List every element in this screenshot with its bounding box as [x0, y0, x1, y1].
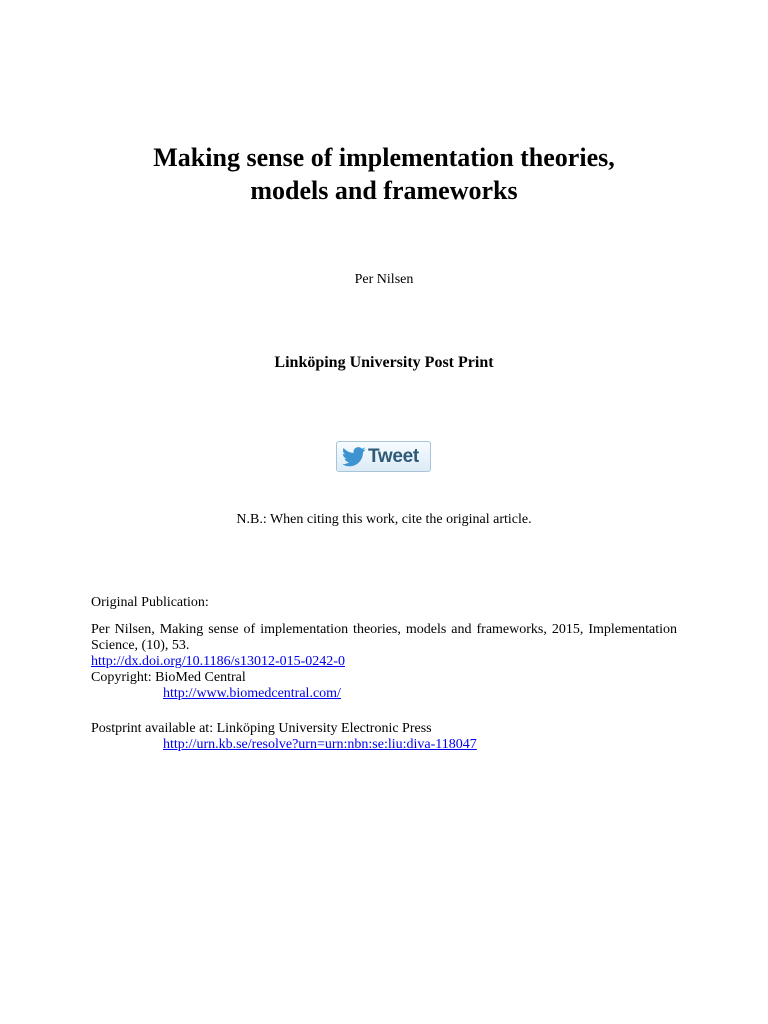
post-print-label: Linköping University Post Print	[274, 354, 494, 371]
tweet-button[interactable]	[336, 441, 431, 472]
postprint-link-row	[91, 737, 677, 753]
publisher-link-row	[91, 686, 677, 702]
document-title	[0, 141, 768, 207]
publisher-link[interactable]: http://www.biomedcentral.com/	[163, 686, 341, 701]
copyright-text: Copyright: BioMed Central	[91, 670, 246, 685]
title-line-2: models and frameworks	[250, 176, 518, 205]
original-publication-heading: Original Publication:	[91, 595, 209, 610]
citation-note: N.B.: When citing this work, cite the original article.	[236, 512, 532, 527]
title-line-1: Making sense of implementation theories,	[153, 143, 615, 172]
postprint-link[interactable]: http://urn.kb.se/resolve?urn=urn:nbn:se:liu:diva-118047	[163, 737, 477, 752]
author-name: Per Nilsen	[354, 272, 414, 287]
original-publication-block	[91, 622, 677, 702]
postprint-block	[91, 721, 677, 753]
tweet-button-label: Tweet	[368, 445, 419, 467]
citation-text: Per Nilsen, Making sense of implementation theories, models and frameworks, 2015, Implementation Science, (10), 53.	[91, 622, 677, 653]
doi-link[interactable]: http://dx.doi.org/10.1186/s13012-015-0242-0	[91, 654, 345, 669]
twitter-bird-icon	[342, 447, 366, 467]
postprint-text: Postprint available at: Linköping University Electronic Press	[91, 721, 432, 736]
